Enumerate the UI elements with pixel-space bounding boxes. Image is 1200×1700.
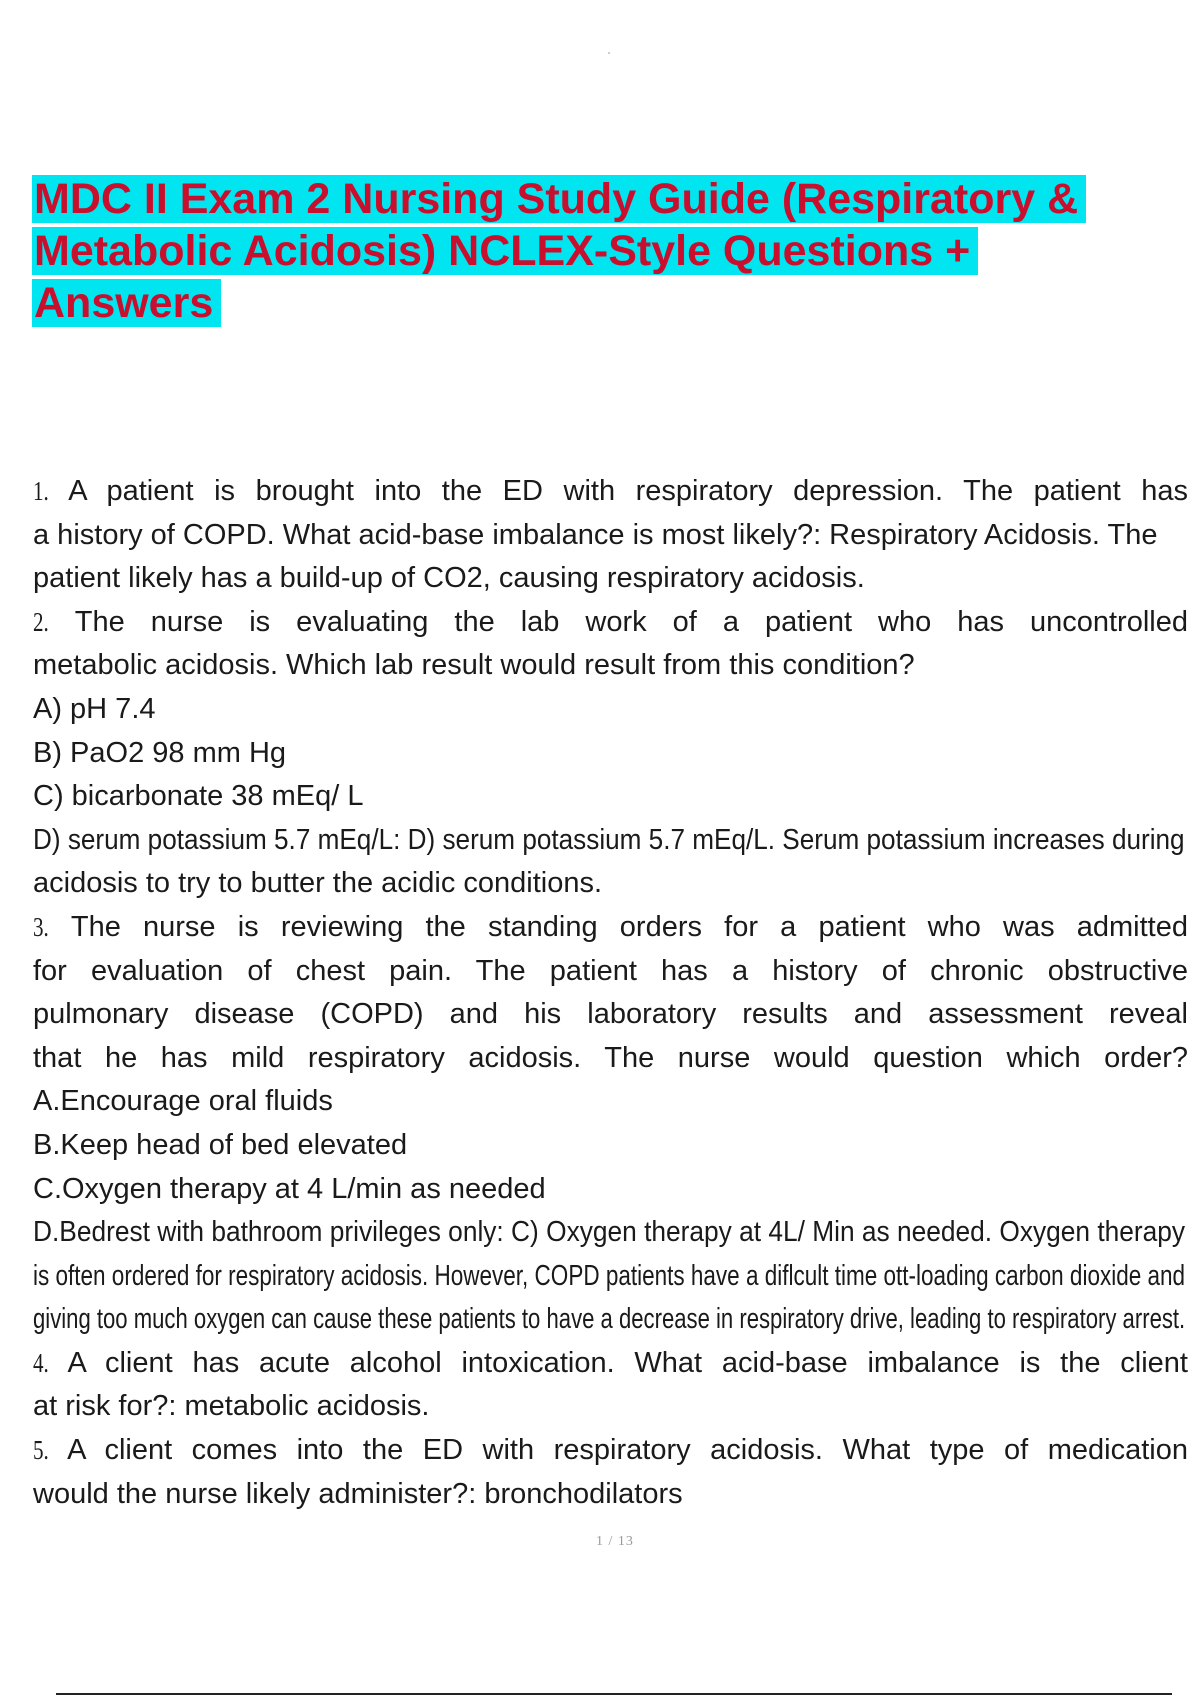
text-line	[33, 1037, 1188, 1081]
question-list	[33, 470, 1188, 1516]
question-number: 3.	[33, 911, 49, 942]
line-text: pulmonary disease (COPD) and his laboratory results and assessment reveal	[33, 998, 1188, 1031]
line-text: is often ordered for respiratory acidosis. However, COPD patients have a diflcult time ott-loading carbon dioxide and	[33, 1259, 1186, 1292]
line-text: C) bicarbonate 38 mEq/ L	[33, 780, 364, 813]
line-text: A patient is brought into the ED with respiratory depression. The patient has	[49, 475, 1188, 507]
line-text: giving too much oxygen can cause these patients to have a decrease in respiratory drive, leading to respiratory arrest.	[33, 1303, 1186, 1336]
line-text: D.Bedrest with bathroom privileges only: C) Oxygen therapy at 4L/ Min as needed. Oxygen therapy	[33, 1216, 1186, 1249]
text-line	[33, 862, 1188, 906]
question-number: 5.	[33, 1435, 49, 1466]
text-line	[33, 688, 1188, 732]
text-line	[33, 732, 1188, 776]
text-line	[33, 557, 1188, 601]
footer-rule	[56, 1693, 1172, 1695]
text-line	[33, 1211, 1188, 1255]
title-line-3: Answers	[32, 277, 1182, 329]
text-line	[33, 1473, 1188, 1517]
title-line-1: MDC II Exam 2 Nursing Study Guide (Respiratory &	[32, 173, 1182, 225]
text-line	[33, 993, 1188, 1037]
line-text: would the nurse likely administer?: bronchodilators	[33, 1477, 683, 1510]
text-line	[33, 950, 1188, 994]
text-line	[33, 1168, 1188, 1212]
text-line	[33, 514, 1188, 558]
line-text: A client has acute alcohol intoxication. What acid-base imbalance is the client	[49, 1346, 1188, 1379]
title-line-2: Metabolic Acidosis) NCLEX-Style Questions +	[32, 225, 1182, 277]
line-text: A client comes into the ED with respiratory acidosis. What type of medication	[49, 1434, 1188, 1467]
page-number: 1 / 13	[596, 1534, 634, 1549]
text-line	[33, 1429, 1188, 1473]
line-text: D) serum potassium 5.7 mEq/L: D) serum potassium 5.7 mEq/L. Serum potassium increases during	[33, 823, 1185, 856]
line-text: A.Encourage oral fluids	[33, 1085, 333, 1118]
text-line	[33, 644, 1188, 688]
line-text: a history of COPD. What acid-base imbalance is most likely?: Respiratory Acidosis. The	[33, 518, 1158, 551]
line-text: B.Keep head of bed elevated	[33, 1128, 408, 1161]
line-text: acidosis to try to butter the acidic conditions.	[33, 867, 603, 900]
line-text: that he has mild respiratory acidosis. The nurse would question which order?	[33, 1041, 1188, 1074]
text-line	[33, 1124, 1188, 1168]
line-text: patient likely has a build-up of CO2, causing respiratory acidosis.	[33, 562, 865, 595]
line-text: The nurse is reviewing the standing orders for a patient who was admitted	[49, 910, 1188, 943]
text-line	[33, 1080, 1188, 1124]
question-number: 1.	[33, 476, 49, 506]
line-text: B) PaO2 98 mm Hg	[33, 736, 287, 769]
document-title	[32, 173, 1182, 329]
text-line	[33, 906, 1188, 950]
text-line	[33, 470, 1188, 514]
text-line	[33, 1342, 1188, 1386]
question-number: 2.	[33, 606, 49, 637]
line-text: at risk for?: metabolic acidosis.	[33, 1390, 430, 1423]
text-line	[33, 775, 1188, 819]
text-line	[33, 819, 1188, 863]
question-number: 4.	[33, 1347, 49, 1378]
line-text: C.Oxygen therapy at 4 L/min as needed	[33, 1172, 546, 1205]
line-text: The nurse is evaluating the lab work of a patient who has uncontrolled	[49, 605, 1188, 638]
text-line	[33, 601, 1188, 645]
text-line	[33, 1385, 1188, 1429]
text-line	[33, 1298, 1188, 1342]
line-text: for evaluation of chest pain. The patient has a history of chronic obstructive	[33, 954, 1188, 987]
line-text: metabolic acidosis. Which lab result would result from this condition?	[33, 649, 915, 682]
text-line	[33, 1255, 1188, 1299]
scan-speck	[608, 52, 610, 54]
line-text: A) pH 7.4	[33, 692, 156, 725]
